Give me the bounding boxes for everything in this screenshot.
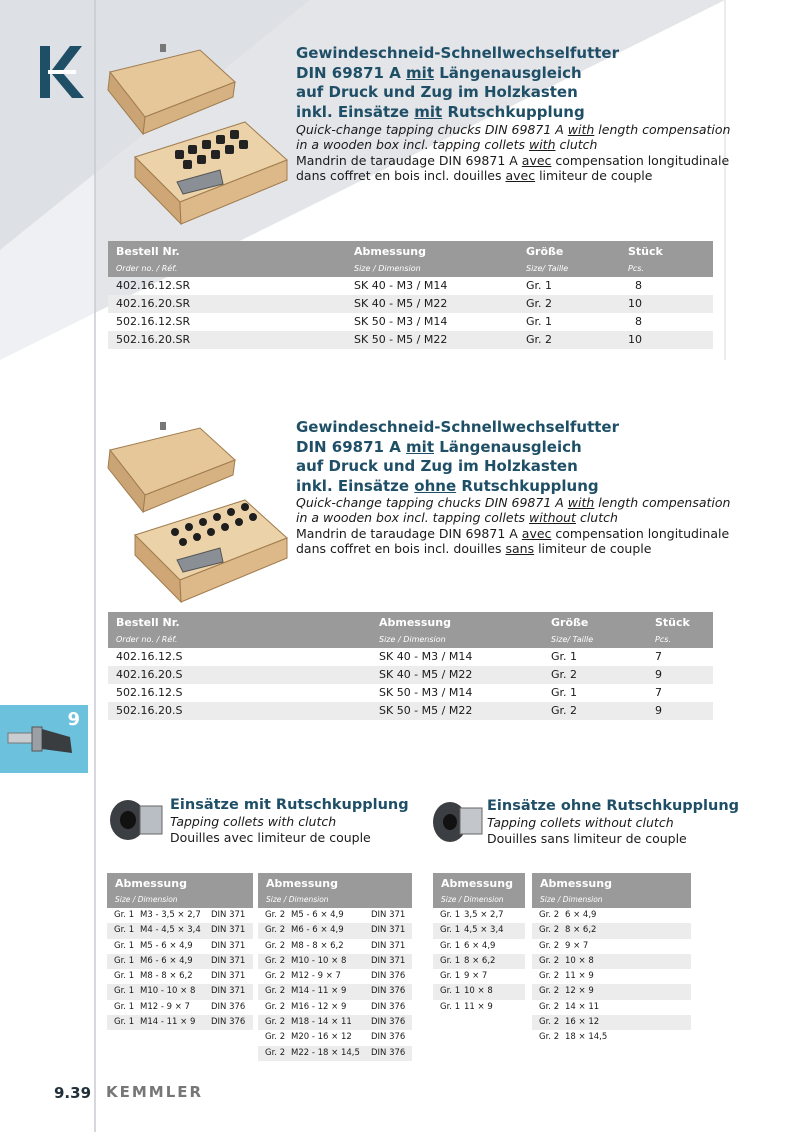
collets-with-title: Einsätze mit Rutschkupplung xyxy=(170,797,409,813)
text-line xyxy=(296,153,766,168)
table-row xyxy=(532,1015,691,1030)
table-cell: Gr. 1 xyxy=(114,986,135,997)
table-cell: 402.16.20.SR xyxy=(116,297,191,310)
text-line xyxy=(296,64,766,84)
table-cell: Gr. 2 xyxy=(539,925,560,936)
table-cell: Gr. 1 xyxy=(440,940,461,951)
table-cell: M12 - 9 × 7 xyxy=(140,1001,190,1012)
collets-without-table-gr2 xyxy=(532,873,691,1046)
table-cell: DIN 376 xyxy=(211,1001,246,1012)
table-row xyxy=(107,939,253,954)
table-cell: 9 × 7 xyxy=(565,940,589,951)
underlined-word: mit xyxy=(406,63,434,82)
text-segment: clutch xyxy=(575,510,618,525)
text-segment: clutch xyxy=(555,137,598,152)
subheader-cell: Size/ Taille xyxy=(551,635,594,644)
table-cell: SK 40 - M3 / M14 xyxy=(354,279,448,292)
table-cell: SK 40 - M5 / M22 xyxy=(379,668,473,681)
small-table-header xyxy=(433,873,525,908)
collets-with-english: Tapping collets with clutch xyxy=(170,814,337,829)
text-segment: inkl. Einsätze xyxy=(296,102,415,121)
underlined-word: sans xyxy=(505,541,535,556)
table-cell: Gr. 2 xyxy=(539,971,560,982)
table-cell: M6 - 6 × 4,9 xyxy=(140,955,193,966)
header-cell: Abmessung xyxy=(379,616,451,629)
table-cell: SK 50 - M3 / M14 xyxy=(379,686,473,699)
underlined-word: ohne xyxy=(414,476,457,495)
kemmler-logo-icon xyxy=(40,46,84,98)
table-row xyxy=(108,277,713,295)
header-cell: Stück xyxy=(655,616,690,629)
table-cell: DIN 376 xyxy=(371,1047,406,1058)
collets-without-heading xyxy=(487,797,747,847)
subheader-cell: Size / Dimension xyxy=(379,635,446,644)
product2-english xyxy=(296,495,766,525)
table-cell: 502.16.12.S xyxy=(116,686,183,699)
table-cell: 16 × 12 xyxy=(565,1017,600,1028)
table-cell: Gr. 2 xyxy=(539,986,560,997)
table-cell: Gr. 2 xyxy=(265,910,286,920)
header-cell: Abmessung xyxy=(540,877,612,890)
table-cell: 502.16.20.S xyxy=(116,704,183,717)
table-row xyxy=(433,939,525,954)
text-segment: Längenausgleich xyxy=(434,63,582,82)
subheader-cell: Order no. / Réf. xyxy=(116,635,178,644)
table-cell: M10 - 10 × 8 xyxy=(291,955,347,966)
table-cell: 8 × 6,2 xyxy=(565,925,597,936)
underlined-word: with xyxy=(567,122,595,137)
table-cell: Gr. 2 xyxy=(265,925,286,936)
table-row xyxy=(107,1000,253,1015)
table-row xyxy=(532,908,691,923)
table-cell: 6 × 4,9 xyxy=(565,910,597,920)
header-cell: Bestell Nr. xyxy=(116,616,180,629)
underlined-word: avec xyxy=(521,153,552,168)
table-cell: 502.16.20.SR xyxy=(116,333,191,346)
table-row xyxy=(433,969,525,984)
text-segment: DIN 69871 A xyxy=(296,63,407,82)
header-cell: Bestell Nr. xyxy=(116,245,180,258)
text-segment: in a wooden box incl. tapping collets xyxy=(296,137,529,152)
table-row xyxy=(107,969,253,984)
text-segment: limiteur de couple xyxy=(535,168,653,183)
table-cell: 10 × 8 xyxy=(565,955,594,966)
product2-title xyxy=(296,418,766,496)
subheader-cell: Size / Dimension xyxy=(441,895,504,904)
product1-french xyxy=(296,153,766,183)
table-cell: Gr. 1 xyxy=(551,650,578,663)
table-row xyxy=(433,984,525,999)
table-row xyxy=(258,984,412,999)
table-cell: Gr. 2 xyxy=(551,704,578,717)
table-cell: DIN 376 xyxy=(371,986,406,997)
small-table-header xyxy=(532,873,691,908)
table-cell: Gr. 1 xyxy=(114,910,135,920)
table-row xyxy=(532,1000,691,1015)
wooden-box-without-clutch-image xyxy=(105,420,290,605)
table-row xyxy=(258,1046,412,1061)
table-row xyxy=(433,1000,525,1015)
table-cell: SK 40 - M3 / M14 xyxy=(379,650,473,663)
text-segment: auf Druck und Zug im Holzkasten xyxy=(296,83,578,101)
table-cell: 9 xyxy=(655,668,662,681)
table-cell: DIN 371 xyxy=(371,910,406,920)
text-line xyxy=(296,495,766,510)
table-cell: M8 - 8 × 6,2 xyxy=(140,971,193,982)
table-row xyxy=(532,923,691,938)
table-row xyxy=(108,313,713,331)
table-row xyxy=(108,684,713,702)
table-row xyxy=(107,923,253,938)
table-row xyxy=(258,1030,412,1045)
table-cell: 9 xyxy=(655,704,662,717)
underlined-word: avec xyxy=(521,526,552,541)
table-cell: Gr. 2 xyxy=(539,1017,560,1028)
header-cell: Größe xyxy=(551,616,589,629)
subheader-cell: Size / Dimension xyxy=(266,895,329,904)
underlined-word: without xyxy=(528,510,576,525)
table-cell: Gr. 1 xyxy=(440,986,461,997)
table-cell: Gr. 1 xyxy=(440,1001,461,1012)
table-cell: Gr. 2 xyxy=(265,986,286,997)
text-line xyxy=(296,168,766,183)
collet-without-clutch-icon xyxy=(430,796,484,848)
text-segment: compensation longitudinale xyxy=(551,526,730,541)
text-segment: dans coffret en bois incl. douilles xyxy=(296,541,506,556)
text-line xyxy=(296,122,766,137)
text-segment: Rutschkupplung xyxy=(442,102,585,121)
table-cell: M10 - 10 × 8 xyxy=(140,986,196,997)
table-row xyxy=(532,954,691,969)
table-row xyxy=(433,908,525,923)
table-cell: Gr. 2 xyxy=(265,955,286,966)
table-cell: Gr. 1 xyxy=(114,971,135,982)
table-cell: Gr. 1 xyxy=(440,910,461,920)
table-row xyxy=(108,702,713,720)
table-cell: M18 - 14 × 11 xyxy=(291,1017,352,1028)
text-segment: Rutschkupplung xyxy=(456,476,599,495)
table-cell: Gr. 1 xyxy=(114,940,135,951)
table-cell: M12 - 9 × 7 xyxy=(291,971,341,982)
text-segment: Gewindeschneid-Schnellwechselfutter xyxy=(296,418,619,436)
subheader-cell: Size / Dimension xyxy=(115,895,178,904)
table-cell: DIN 371 xyxy=(371,925,406,936)
text-segment: auf Druck und Zug im Holzkasten xyxy=(296,457,578,475)
product1-english xyxy=(296,122,766,152)
table-cell: 11 × 9 xyxy=(565,971,594,982)
collets-without-table-gr1 xyxy=(433,873,525,1015)
text-segment: inkl. Einsätze xyxy=(296,476,415,495)
table-cell: 18 × 14,5 xyxy=(565,1032,608,1043)
small-table-header xyxy=(258,873,412,908)
table-cell: Gr. 2 xyxy=(265,1047,286,1058)
collets-without-title: Einsätze ohne Rutschkupplung xyxy=(487,798,740,814)
text-line xyxy=(296,418,766,438)
wooden-box-with-clutch-image xyxy=(105,42,290,227)
table-cell: Gr. 2 xyxy=(526,333,553,346)
table-cell: DIN 371 xyxy=(211,910,246,920)
table-cell: SK 50 - M5 / M22 xyxy=(354,333,448,346)
text-line xyxy=(296,83,766,103)
collets-without-french: Douilles sans limiteur de couple xyxy=(487,831,687,846)
table-cell: 10 xyxy=(628,333,642,346)
table-cell: 7 xyxy=(655,650,662,663)
table-cell: DIN 371 xyxy=(211,971,246,982)
table-cell: M20 - 16 × 12 xyxy=(291,1032,352,1043)
table-cell: Gr. 2 xyxy=(265,971,286,982)
text-line xyxy=(296,438,766,458)
table-row xyxy=(433,954,525,969)
header-cell: Abmessung xyxy=(441,877,513,890)
table-cell: 4,5 × 3,4 xyxy=(464,925,504,936)
small-table-header xyxy=(107,873,253,908)
table-cell: 10 xyxy=(628,297,642,310)
table-row xyxy=(532,939,691,954)
table-cell: 11 × 9 xyxy=(464,1001,493,1012)
text-line xyxy=(296,526,766,541)
text-line xyxy=(296,44,766,64)
table-row xyxy=(107,954,253,969)
page-number: 9.39 xyxy=(54,1084,92,1102)
table-cell: M22 - 18 × 14,5 xyxy=(291,1047,360,1058)
table-cell: DIN 371 xyxy=(211,925,246,936)
collets-with-table-gr1 xyxy=(107,873,253,1030)
table-row xyxy=(108,295,713,313)
text-segment: Mandrin de taraudage DIN 69871 A xyxy=(296,526,522,541)
table-cell: DIN 371 xyxy=(211,986,246,997)
table-cell: M8 - 8 × 6,2 xyxy=(291,940,344,951)
table-cell: Gr. 2 xyxy=(526,297,553,310)
table-cell: 10 × 8 xyxy=(464,986,493,997)
text-segment: length compensation xyxy=(594,495,731,510)
table-row xyxy=(258,908,412,923)
text-segment: limiteur de couple xyxy=(534,541,652,556)
underlined-word: with xyxy=(567,495,595,510)
text-line xyxy=(296,137,766,152)
text-segment: Mandrin de taraudage DIN 69871 A xyxy=(296,153,522,168)
product1-table xyxy=(108,241,713,349)
table-cell: Gr. 1 xyxy=(114,1017,135,1028)
subheader-cell: Order no. / Réf. xyxy=(116,264,178,273)
table-row xyxy=(107,1015,253,1030)
table-row xyxy=(258,954,412,969)
table-cell: DIN 376 xyxy=(371,971,406,982)
header-cell: Größe xyxy=(526,245,564,258)
subheader-cell: Size / Dimension xyxy=(540,895,603,904)
table-row xyxy=(258,923,412,938)
header-cell: Stück xyxy=(628,245,663,258)
table-row xyxy=(532,969,691,984)
subheader-cell: Size / Dimension xyxy=(354,264,421,273)
table-row xyxy=(258,969,412,984)
table-cell: 8 xyxy=(635,279,642,292)
brand-name: KEMMLER xyxy=(106,1083,204,1101)
text-segment: Quick-change tapping chucks DIN 69871 A xyxy=(296,495,568,510)
table-cell: Gr. 1 xyxy=(440,955,461,966)
text-segment: length compensation xyxy=(594,122,731,137)
collet-with-clutch-icon xyxy=(106,794,164,846)
table-cell: 14 × 11 xyxy=(565,1001,600,1012)
product1-title xyxy=(296,44,766,122)
table-cell: 402.16.12.SR xyxy=(116,279,191,292)
text-segment: dans coffret en bois incl. douilles xyxy=(296,168,506,183)
table-cell: 8 xyxy=(635,315,642,328)
table-cell: 7 xyxy=(655,686,662,699)
table-row xyxy=(258,939,412,954)
table-row xyxy=(108,666,713,684)
table-cell: DIN 371 xyxy=(371,955,406,966)
table-cell: 12 × 9 xyxy=(565,986,594,997)
section-tab xyxy=(0,705,88,773)
table-row xyxy=(532,984,691,999)
table-cell: 502.16.12.SR xyxy=(116,315,191,328)
table-cell: DIN 376 xyxy=(371,1001,406,1012)
table-cell: SK 40 - M5 / M22 xyxy=(354,297,448,310)
table-cell: Gr. 1 xyxy=(114,1001,135,1012)
collets-with-table-gr2 xyxy=(258,873,412,1061)
header-cell: Abmessung xyxy=(115,877,187,890)
collets-with-heading xyxy=(170,796,420,846)
text-segment: compensation longitudinale xyxy=(551,153,730,168)
text-line xyxy=(296,103,766,123)
product2-table xyxy=(108,612,713,720)
table-cell: M3 - 3,5 × 2,7 xyxy=(140,910,201,920)
table-cell: Gr. 1 xyxy=(526,279,553,292)
table-row xyxy=(258,1015,412,1030)
header-cell: Abmessung xyxy=(354,245,426,258)
section-number: 9 xyxy=(67,709,80,730)
table-cell: Gr. 1 xyxy=(114,955,135,966)
table-cell: DIN 376 xyxy=(371,1017,406,1028)
subheader-cell: Pcs. xyxy=(628,264,644,273)
table-cell: DIN 371 xyxy=(211,955,246,966)
table-cell: DIN 376 xyxy=(371,1032,406,1043)
text-segment: Quick-change tapping chucks DIN 69871 A xyxy=(296,122,568,137)
table-row xyxy=(532,1030,691,1045)
product2-french xyxy=(296,526,766,556)
header-cell: Abmessung xyxy=(266,877,338,890)
table-cell: Gr. 2 xyxy=(539,910,560,920)
table-cell: Gr. 2 xyxy=(265,1001,286,1012)
table-cell: 3,5 × 2,7 xyxy=(464,910,504,920)
text-segment: Gewindeschneid-Schnellwechselfutter xyxy=(296,44,619,62)
table-cell: Gr. 2 xyxy=(265,1017,286,1028)
text-segment: Längenausgleich xyxy=(434,437,582,456)
table-cell: SK 50 - M5 / M22 xyxy=(379,704,473,717)
table-cell: M16 - 12 × 9 xyxy=(291,1001,347,1012)
text-line xyxy=(296,541,766,556)
table-cell: M14 - 11 × 9 xyxy=(140,1017,196,1028)
table-cell: Gr. 2 xyxy=(539,1001,560,1012)
table-cell: 6 × 4,9 xyxy=(464,940,496,951)
table-cell: 402.16.20.S xyxy=(116,668,183,681)
subheader-cell: Size/ Taille xyxy=(526,264,569,273)
table-row xyxy=(433,923,525,938)
table-cell: Gr. 1 xyxy=(551,686,578,699)
table-cell: M6 - 6 × 4,9 xyxy=(291,925,344,936)
table-cell: M14 - 11 × 9 xyxy=(291,986,347,997)
table-row xyxy=(107,984,253,999)
table-cell: DIN 371 xyxy=(371,940,406,951)
table-cell: Gr. 2 xyxy=(265,940,286,951)
text-segment: DIN 69871 A xyxy=(296,437,407,456)
underlined-word: with xyxy=(528,137,556,152)
table-cell: M4 - 4,5 × 3,4 xyxy=(140,925,201,936)
underlined-word: avec xyxy=(505,168,536,183)
table-cell: Gr. 1 xyxy=(114,925,135,936)
table-cell: 402.16.12.S xyxy=(116,650,183,663)
underlined-word: mit xyxy=(414,102,443,121)
table-cell: Gr. 2 xyxy=(551,668,578,681)
table-cell: Gr. 1 xyxy=(440,971,461,982)
table-cell: Gr. 1 xyxy=(440,925,461,936)
table-cell: Gr. 2 xyxy=(539,955,560,966)
table-row xyxy=(107,908,253,923)
text-segment: in a wooden box incl. tapping collets xyxy=(296,510,529,525)
table-cell: 9 × 7 xyxy=(464,971,488,982)
table-row xyxy=(108,331,713,349)
table-row xyxy=(108,648,713,666)
table-cell: DIN 371 xyxy=(211,940,246,951)
table-cell: Gr. 2 xyxy=(539,940,560,951)
table-cell: Gr. 2 xyxy=(539,1032,560,1043)
text-line xyxy=(296,457,766,477)
table-header xyxy=(108,612,713,648)
table-cell: M5 - 6 × 4,9 xyxy=(140,940,193,951)
text-line xyxy=(296,510,766,525)
table-row xyxy=(258,1000,412,1015)
table-cell: M5 - 6 × 4,9 xyxy=(291,910,344,920)
collets-without-english: Tapping collets without clutch xyxy=(487,815,674,830)
table-header xyxy=(108,241,713,277)
collets-with-french: Douilles avec limiteur de couple xyxy=(170,830,371,845)
table-cell: Gr. 1 xyxy=(526,315,553,328)
text-line xyxy=(296,477,766,497)
underlined-word: mit xyxy=(406,437,434,456)
table-cell: Gr. 2 xyxy=(265,1032,286,1043)
table-cell: 8 × 6,2 xyxy=(464,955,496,966)
table-cell: DIN 376 xyxy=(211,1017,246,1028)
table-cell: SK 50 - M3 / M14 xyxy=(354,315,448,328)
subheader-cell: Pcs. xyxy=(655,635,671,644)
